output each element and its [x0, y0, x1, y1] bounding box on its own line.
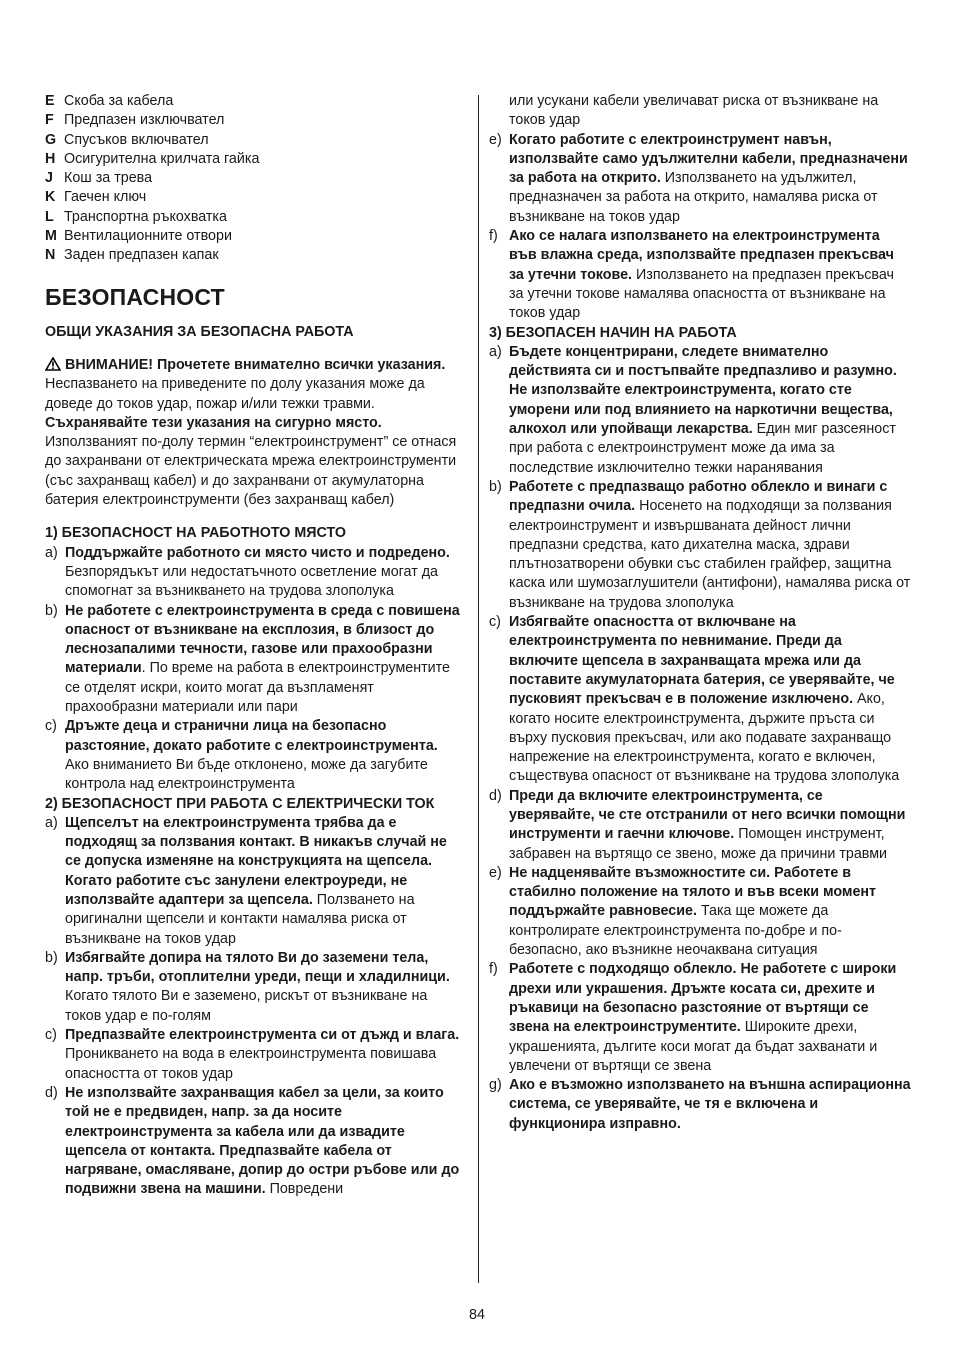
legend-key: M	[45, 228, 57, 245]
item-body-text: Ползването на оригинални щепсели и контакти намалява риска от възникване на токов удар	[65, 891, 415, 947]
item-body-text: Така ще можете да контролирате електроинструмента по-добре и по-безопасно, ако възникне неочаквана ситуация	[509, 903, 842, 959]
list-item	[489, 613, 911, 787]
item-bold-text: Бъдете концентрирани, следете внимателно действията си и постъпвайте предпазливо и разумно. Не използвайте електроинструмента, когато сте уморени или под влиянието на наркотични вещества, алкохол или упойващи лекарства.	[509, 343, 897, 438]
legend-text: Скоба за кабела	[64, 93, 174, 109]
legend-text: Вентилационните отвори	[64, 228, 232, 245]
item-text	[65, 602, 465, 718]
item-text	[65, 717, 465, 794]
item-bold-text: Избягвайте допира на тялото Ви до заземени тела, напр. тръби, отоплителни уреди, пещи и хладилници.	[65, 949, 450, 986]
warning-text-2: Използваният по-долу термин “електроинструмент” се отнася до захранвани от електрическата мрежа електроинструменти (със захранващ кабел) и до захранвани от акумулаторна батерия електроинструменти (без захранващ кабел)	[45, 434, 457, 509]
legend-row	[45, 246, 465, 265]
item-bold-text: Работете с подходящо облекло. Не работете с широки дрехи или украшения. Дръжте косата си, дрехите и ръкавици на безопасно разстояние от въртящи се звена на електроинструментите.	[509, 961, 897, 1036]
legend-text: Транспортна ръкохватка	[64, 208, 227, 225]
section1-title: 1) БЕЗОПАСНОСТ НА РАБОТНОТО МЯСТО	[45, 525, 346, 542]
list-item	[45, 1026, 465, 1084]
item-bold-text: Не използвайте захранващия кабел за цели, за които той не е предвиден, напр. за да носите електроинструмента за кабела или да извадите щепсела от контакта. Предпазвайте кабела от нагряване, омасляване, допир до остри ръбове или до подвижни звена на машини.	[65, 1084, 460, 1198]
warning-bold-1: ВНИМАНИЕ! Прочетете внимателно всички указания.	[65, 356, 446, 373]
item-letter: e)	[489, 864, 502, 881]
component-legend	[45, 92, 465, 266]
section2-title: 2) БЕЗОПАСНОСТ ПРИ РАБОТА С ЕЛЕКТРИЧЕСКИ ТОК	[45, 795, 435, 812]
item-letter: f)	[489, 228, 498, 245]
item-text	[509, 227, 911, 323]
legend-row	[45, 111, 465, 130]
legend-row	[45, 92, 465, 111]
list-item	[489, 131, 911, 227]
item-body-text: Помощен инструмент, забравен на въртящо се звено, може да причини травми	[509, 826, 888, 862]
section-heading: БЕЗОПАСНОСТ	[45, 283, 225, 310]
list-item	[45, 717, 465, 794]
item-bold-text: Щепселът на електроинструмента трябва да е подходящ за ползвания контакт. В никакъв случай не се допуска изменяне на конструкцията на щепсела. Когато работите със занулени електроуреди, не използвайте адаптери за щепсела.	[65, 814, 447, 908]
general-safety-subheading: ОБЩИ УКАЗАНИЯ ЗА БЕЗОПАСНА РАБОТА	[45, 323, 354, 340]
warning-text-1: Неспазването на приведените по долу указания може да доведе до токов удар, пожар и/или тежки травми.	[45, 376, 425, 412]
item-body-text: Ако, когато носите електроинструмента, държите пръста си върху пусковия прекъсвач, или ако подавате захранващо напрежение на електроинструмента, когато е включен, съществува опасност от възникване на трудова злополука	[509, 691, 900, 785]
item-body-text: Един миг разсеяност при работа с електроинструмент може да има за последствие изключително тежки наранявания	[509, 421, 896, 476]
list-item	[489, 787, 911, 864]
item-body-text: Безпорядъкът или недостатъчното осветление могат да спомогнат за възникването на трудова злополука	[65, 563, 439, 600]
legend-text: Осигурителна крилчата гайка	[64, 150, 260, 167]
item-letter: d)	[489, 787, 502, 804]
warning-paragraph	[45, 356, 465, 510]
item-bold-text: Дръжте деца и странични лица на безопасно разстояние, докато работите с електроинструмента.	[65, 718, 438, 754]
page-number: 84	[469, 1307, 485, 1323]
legend-text: Заден предпазен капак	[64, 247, 219, 264]
legend-key: E	[45, 93, 55, 109]
item-bold-text: Когато работите с електроинструмент навън, използвайте само удължителни кабели, предназначени за работа на открито.	[509, 131, 908, 187]
item-text	[65, 814, 465, 949]
item-letter: b)	[45, 949, 58, 966]
item-letter: f)	[489, 961, 498, 978]
item-bold-text: Преди да включите електроинструмента, се уверявайте, че сте отстранили от него всички помощни инструменти и гаечни ключове.	[509, 787, 906, 843]
item-body-text: Проникването на вода в електроинструмента повишава опасността от токов удар	[65, 1046, 437, 1082]
list-item	[45, 544, 465, 602]
item-body-text: Използването на удължител, предназначен за работа на открито, намалява риска от възникване на токов удар	[509, 170, 878, 225]
list-item	[489, 478, 911, 613]
item-text	[509, 478, 911, 613]
list-item	[489, 1076, 911, 1134]
legend-key: K	[45, 189, 56, 206]
item-text	[509, 131, 911, 227]
left-column	[45, 92, 465, 1200]
legend-text: Гаечен ключ	[64, 189, 147, 206]
item-letter: c)	[45, 718, 57, 735]
list-item	[45, 814, 465, 949]
item-letter: b)	[489, 478, 502, 495]
legend-key: G	[45, 131, 57, 148]
item-bold-text: Не работете с електроинструмента в среда с повишена опасност от възникване на експлозия, в близост до леснозапалими течности, газове или прахообразни материали	[65, 602, 460, 677]
item-text	[509, 343, 911, 478]
right-column	[489, 92, 911, 1134]
legend-row	[45, 227, 465, 246]
section3-title: 3) БЕЗОПАСЕН НАЧИН НА РАБОТА	[489, 324, 737, 341]
continued-item	[489, 92, 911, 131]
item-bold-text: Поддържайте работното си място чисто и подредено.	[65, 544, 450, 561]
section2-items	[45, 814, 465, 1200]
item-letter: e)	[489, 131, 502, 148]
legend-row	[45, 150, 465, 169]
item-letter: b)	[45, 602, 58, 619]
legend-text: Кош за трева	[64, 170, 153, 187]
column-divider	[478, 95, 479, 1283]
list-item	[489, 343, 911, 478]
list-item	[489, 227, 911, 323]
item-body-text: Носенето на подходящи за ползвания електроинструмент и извършваната дейност лични предпазни средства, като дихателна маска, здрави плътнозатворени обувки със стабилен грайфер, защитна каска или шумозаглушители (антифони), намалява риска от възникване на трудова злополука	[509, 498, 911, 611]
list-item	[489, 960, 911, 1076]
legend-key: J	[45, 170, 53, 187]
item-bold-text: Ако е възможно използването на външна аспирационна система, се уверявайте, че тя е включена и функционира изправно.	[509, 1077, 911, 1132]
continuation-text: или усукани кабели увеличават риска от възникване на токов удар	[509, 93, 879, 129]
list-item	[489, 864, 911, 960]
item-letter: a)	[45, 544, 58, 561]
legend-key: L	[45, 208, 54, 225]
item-body-text: . По време на работа в електроинструментите се отделят искри, които могат да възпламенят прахообразни материали или пари	[65, 660, 451, 716]
item-bold-text: Избягвайте опасността от включване на електроинструмента по невнимание. Преди да включите щепсела в захранващата мрежа или да поставите акумулаторната батерия, се уверявайте, че пусковият прекъсвач е в положение изключено.	[509, 614, 895, 708]
section1-items	[45, 544, 465, 795]
item-letter: g)	[489, 1077, 502, 1094]
item-text	[509, 613, 911, 787]
item-text	[509, 864, 911, 960]
item-body-text: Повредени	[265, 1181, 344, 1198]
item-body-text: Широките дрехи, украшенията, дългите коси могат да бъдат захванати и увлечени от въртящи се звена	[509, 1019, 878, 1074]
item-body-text: Когато тялото Ви е заземено, рискът от възникване на токов удар е по-голям	[65, 988, 428, 1024]
legend-row	[45, 169, 465, 188]
item-letter: a)	[489, 343, 502, 360]
item-text	[509, 960, 911, 1076]
item-text	[65, 1026, 465, 1084]
item-text	[65, 544, 465, 602]
item-letter: c)	[489, 614, 501, 631]
legend-key: N	[45, 247, 56, 264]
legend-key: F	[45, 112, 54, 129]
legend-key: H	[45, 150, 56, 167]
item-bold-text: Предпазвайте електроинструмента си от дъжд и влага.	[65, 1027, 460, 1044]
warning-bold-2: Съхранявайте тези указания на сигурно място.	[45, 414, 382, 431]
legend-row	[45, 131, 465, 150]
item-body-text: Ако вниманието Ви бъде отклонено, може да загубите контрола над електроинструмента	[65, 756, 428, 793]
warning-triangle-icon	[45, 357, 61, 371]
item-body-text: Използването на предпазен прекъсвач за утечни токове намалява опасността от възникване на токов удар	[509, 266, 894, 322]
item-text	[65, 949, 465, 1026]
list-item	[45, 602, 465, 718]
item-letter: d)	[45, 1084, 58, 1101]
item-bold-text: Работете с предпазващо работно облекло и винаги с предпазни очила.	[509, 478, 888, 515]
legend-row	[45, 188, 465, 207]
item-letter: c)	[45, 1027, 57, 1044]
legend-row	[45, 208, 465, 227]
section2-continued-items	[489, 131, 911, 324]
item-bold-text: Не надценявайте възможностите си. Работете в стабилно положение на тялото и във всеки момент поддържайте равновесие.	[509, 864, 877, 920]
item-text	[65, 1084, 465, 1200]
section3-items	[489, 343, 911, 1134]
item-text	[509, 787, 911, 864]
legend-text: Предпазен изключвател	[64, 112, 225, 129]
item-text	[509, 1076, 911, 1134]
list-item	[45, 1084, 465, 1200]
item-bold-text: Ако се налага използването на електроинструмента във влажна среда, използвайте предпазен прекъсвач за утечни токове.	[509, 228, 894, 283]
item-letter: a)	[45, 814, 58, 831]
legend-text: Спусъков включвател	[64, 131, 209, 148]
list-item	[45, 949, 465, 1026]
